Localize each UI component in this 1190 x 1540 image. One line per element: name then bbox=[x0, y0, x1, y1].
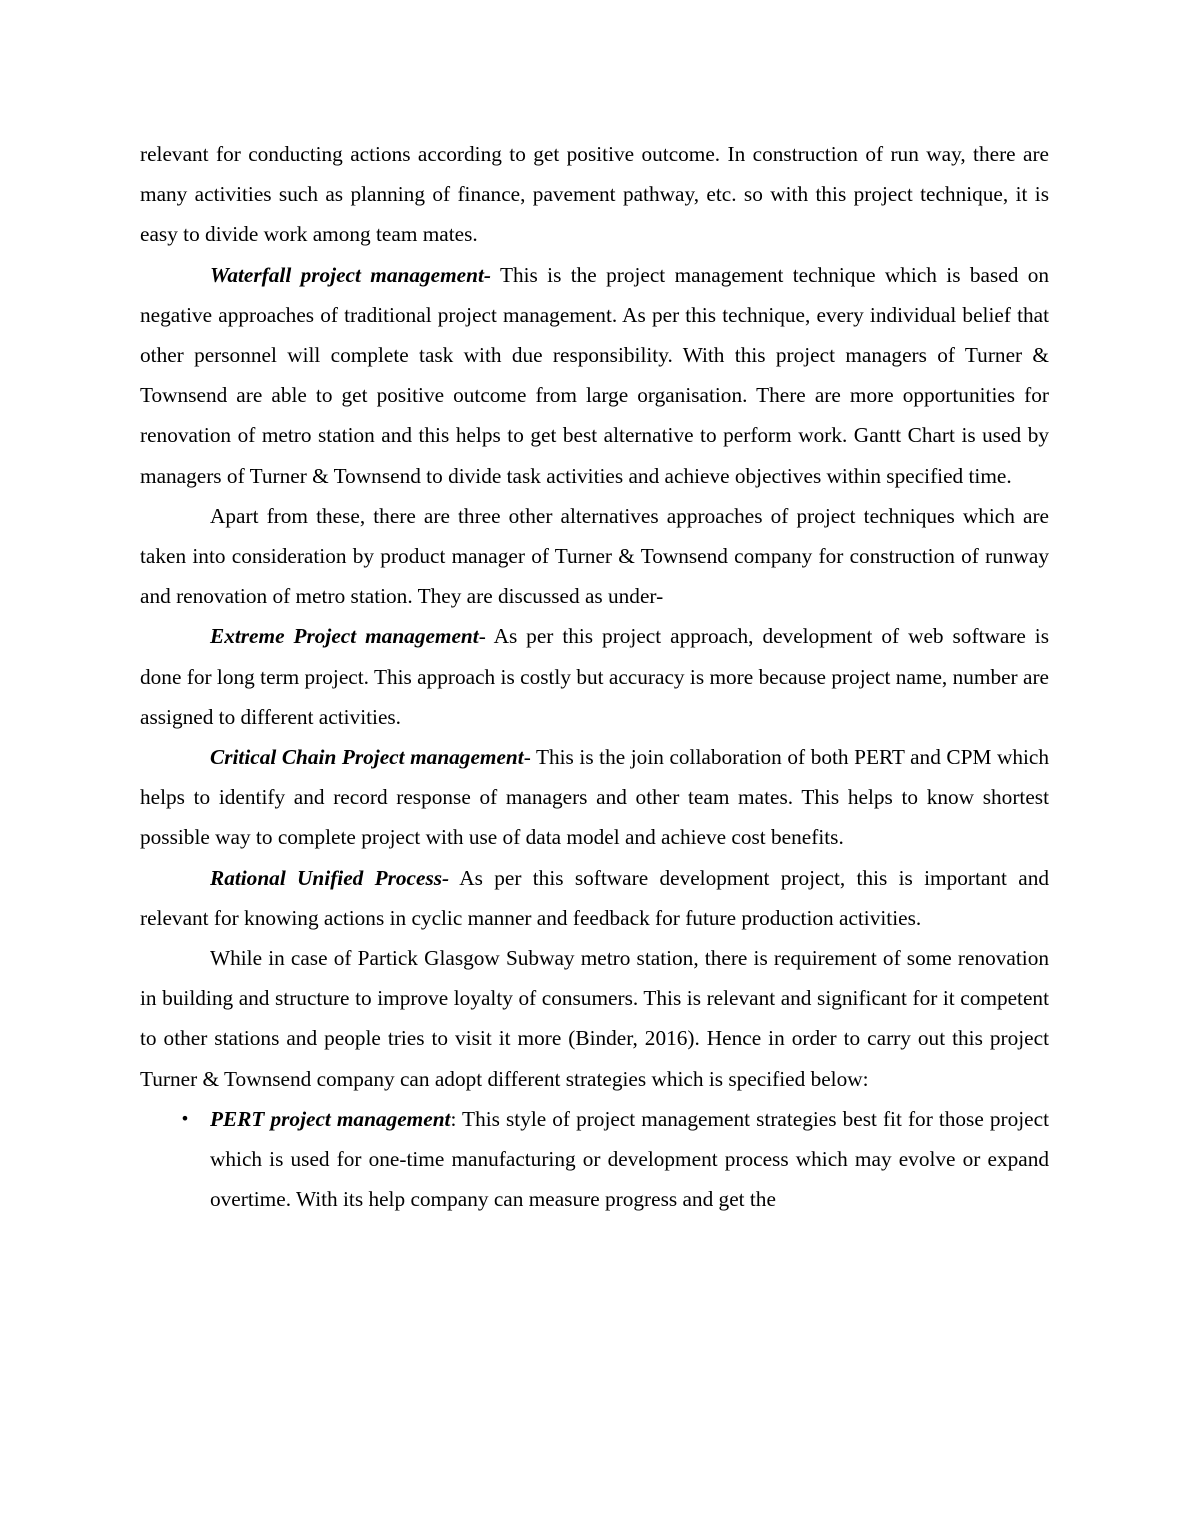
paragraph-text: : This style of project management strategies best fit for those project which is used for one-time manufacturing or development process which may evolve or expand overtime. With its help company can measure progress and get the bbox=[210, 1106, 1049, 1212]
list-item-pert bbox=[140, 1099, 1049, 1220]
paragraph-text: - This is the join collaboration of both PERT and CPM which helps to identify and record response of managers and other team mates. This helps to know shortest possible way to complete project with use of data model and achieve cost benefits. bbox=[140, 745, 1050, 850]
paragraph-text: Apart from these, there are three other alternatives approaches of project techniques which are taken into consideration by product manager of Turner & Townsend company for construction of runway and renovation of metro station. They are discussed as under- bbox=[140, 503, 1049, 609]
term-critical-chain: Critical Chain Project management bbox=[210, 745, 524, 770]
paragraph-runway-continuation bbox=[140, 134, 1049, 255]
paragraph-text: relevant for conducting actions according to get positive outcome. In construction of run way, there are many activities such as planning of finance, pavement pathway, etc. so with this project technique, it is easy to divide work among team mates. bbox=[140, 142, 1049, 247]
document-body bbox=[140, 134, 1049, 1219]
term-pert: PERT project management bbox=[210, 1106, 451, 1131]
paragraph-partick bbox=[140, 938, 1049, 1099]
paragraph-text: This is the project management technique which is based on negative approaches of traditional project management. As per this technique, every individual belief that other personnel will complete task with due responsibility. With this project managers of Turner & Townsend are able to get positive outcome from large organisation. There are more opportunities for renovation of metro station and this helps to get best alternative to perform work. Gantt Chart is used by managers of Turner & Townsend to divide task activities and achieve objectives within specified time. bbox=[140, 262, 1050, 488]
paragraph-alternatives bbox=[140, 496, 1049, 617]
paragraph-extreme bbox=[140, 616, 1049, 737]
paragraph-critical-chain bbox=[140, 737, 1049, 858]
term-rup: Rational Unified Process- bbox=[210, 865, 450, 890]
bullet-icon: • bbox=[180, 1108, 190, 1128]
paragraph-text: As per this software development project, this is important and relevant for knowing actions in cyclic manner and feedback for future production activities. bbox=[140, 865, 1049, 930]
term-extreme: Extreme Project management bbox=[210, 624, 479, 649]
paragraph-waterfall bbox=[140, 255, 1049, 496]
paragraph-text: While in case of Partick Glasgow Subway metro station, there is requirement of some renovation in building and structure to improve loyalty of consumers. This is relevant and significant for it competent to other stations and people tries to visit it more (Binder, 2016). Hence in order to carry out this project Turner & Townsend company can adopt different strategies which is specified below: bbox=[140, 946, 1049, 1091]
paragraph-rup bbox=[140, 858, 1049, 938]
term-waterfall: Waterfall project management- bbox=[210, 262, 491, 287]
paragraph-text: - As per this project approach, development of web software is done for long term project. This approach is costly but accuracy is more because project name, number are assigned to different activities. bbox=[140, 624, 1049, 729]
